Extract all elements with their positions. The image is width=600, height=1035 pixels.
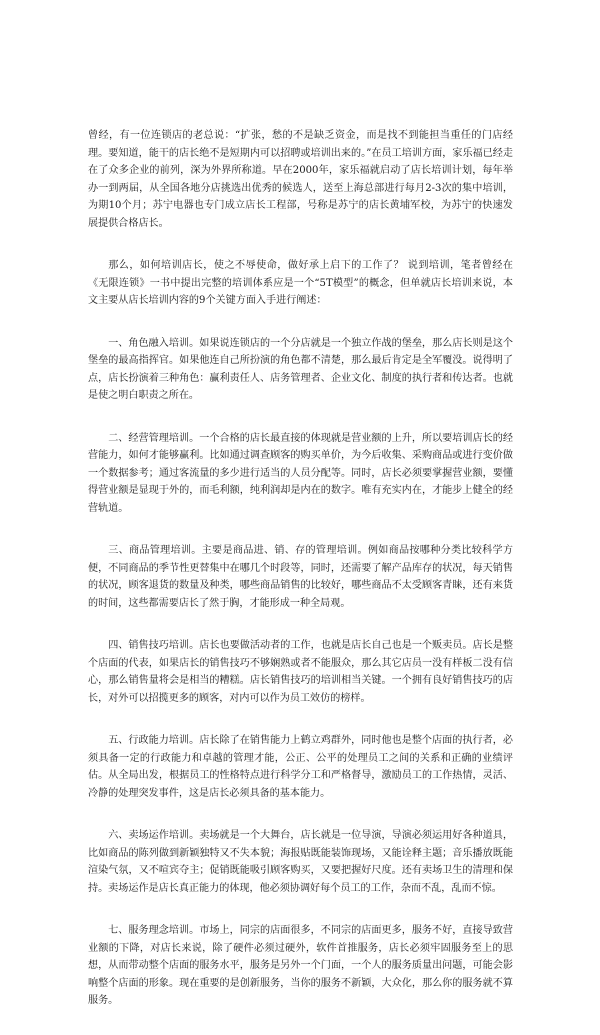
paragraph-admin-training: 五、行政能力培训。店长除了在销售能力上鹤立鸡群外，同时他也是整个店面的执行者，必须具备一定的行政能力和卓越的管理才能，公正、公平的处理员工之间的关系和正确的业绩评估。从全局出发，根据员工的性格特点进行科学分工和严格督导，激励员工的工作热情，灵活、冷静的处理突发事件，这是店长必须具备的基本能力。 [88,735,513,799]
paragraph-operations-training: 二、经营管理培训。一个合格的店长最直接的体现就是营业额的上升，所以要培训店长的经营能力，如何才能够赢利。比如通过调查顾客的购买单价，为今后收集、采购商品或进行变价做一个数据参考；通过客流量的多少进行适当的人员分配等。同时，店长必须要掌握营业额，要懂得营业额是显现于外的，而毛利额，纯利润却是内在的数字。唯有充实内在，才能步上健全的经营轨道。 [88,432,513,514]
paragraph-question: 那么，如何培训店长，使之不辱使命，做好承上启下的工作了？ 说到培训，笔者曾经在《无限连锁》一书中提出完整的培训体系应是一个“5T模型”的概念，但单就店长培训来说，本文主要从店长培训内容的9个关键方面入手进行阐述： [88,260,513,306]
paragraph-intro: 曾经，有一位连锁店的老总说：“扩张，愁的不是缺乏资金，而是找不到能担当重任的门店经理。要知道，能干的店长绝不是短期内可以招聘或培训出来的。”在员工培训方面，家乐福已经走在了众多企业的前列，深为外界所称道。早在2000年，家乐福就启动了店长培训计划，每年举办一到两届，从全国各地分店挑选出优秀的候选人，送至上海总部进行每月2-3次的集中培训，为期10个月；苏宁电器也专门成立店长工程部，号称是苏宁的店长黄埔军校，为苏宁的快速发展提供合格店长。 [88,130,513,229]
paragraph-merchandise-training: 三、商品管理培训。主要是商品进、销、存的管理培训。例如商品按哪种分类比较科学方便，不同商品的季节性更替集中在哪几个时段等，同时，还需要了解产品库存的状况，每天销售的状况，顾客退货的数量及种类，哪些商品销售的比较好，哪些商品不太受顾客青睐，还有来货的时间，这些都需要店长了然于胸，才能形成一种全局观。 [88,545,513,609]
paragraph-sales-training: 四、销售技巧培训。店长也要做活动者的工作，也就是店长自己也是一个贩卖员。店长是整个店面的代表，如果店长的销售技巧不够娴熟或者不能服众，那么其它店员一没有样板二没有信心，那么销售量将会是相当的糟糕。店长销售技巧的培训相当关键。一个拥有良好销售技巧的店长，对外可以招揽更多的顾客，对内可以作为员工效仿的榜样。 [88,640,513,704]
paragraph-service-training: 七、服务理念培训。市场上，同宗的店面很多，不同宗的店面更多，服务不好，直接导致营业额的下降，对店长来说，除了硬件必须过硬外，软件首推服务，店长必须牢固服务至上的思想，从而带动整个店面的服务水平，服务是另外一个门面，一个人的服务质量出问题，可能会影响整个店面的形象。现在重要的是创新服务，当你的服务不新颖，大众化，那么你的服务就不算服务。 [88,925,513,1006]
paragraph-role-training: 一、角色融入培训。如果说连锁店的一个分店就是一个独立作战的堡垒，那么店长则是这个堡垒的最高指挥官。如果他连自己所扮演的角色都不清楚，那么最后肯定是全军覆没。说得明了点，店长扮演着三种角色：赢利责任人、店务管理者、企业文化、制度的执行者和传达者。也就是使之明白职责之所在。 [88,337,513,401]
paragraph-floor-training: 六、卖场运作培训。卖场就是一个大舞台，店长就是一位导演，导演必须运用好各种道具，比如商品的陈列做到新颖独特又不失本貌；海报贴既能装饰现场，又能诠释主题；音乐播放既能渲染气氛，又不喧宾夺主；促销既能吸引顾客购买，又要把握好尺度。还有卖场卫生的清理和保持。卖场运作是店长真正能力的体现，他必须协调好每个员工的工作，杂而不乱，乱而不惊。 [88,830,513,894]
document-body [88,127,513,1035]
